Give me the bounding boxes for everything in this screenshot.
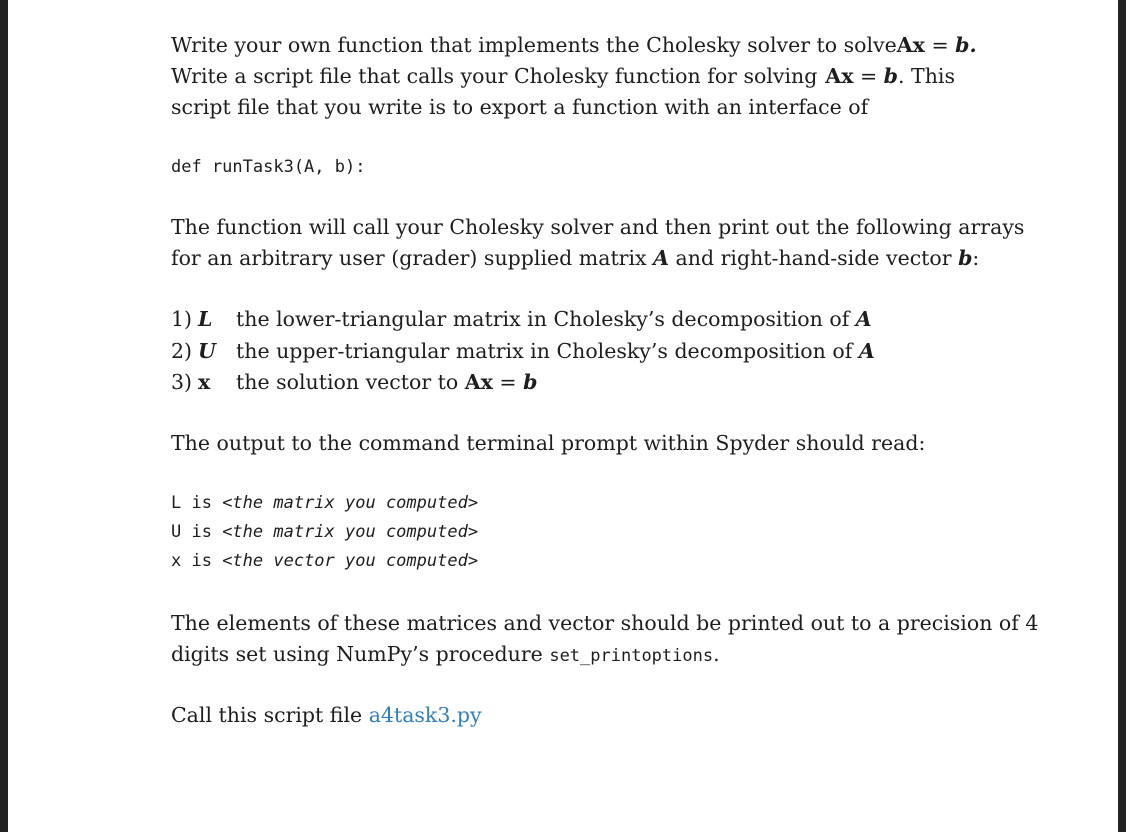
list-item: 2) U the upper-triangular matrix in Cholesky’s decomposition of A	[171, 339, 875, 363]
code-signature: def runTask3(A, b):	[171, 157, 366, 177]
list-item: 1) L the lower-triangular matrix in Cholesky’s decomposition of A	[171, 307, 872, 331]
output-line: U is <the matrix you computed>	[171, 522, 479, 542]
matrix-a-symbol: A	[653, 246, 670, 270]
para1-line3: script file that you write is to export a function with an interface of	[171, 95, 869, 119]
list-symbol: L	[198, 307, 213, 331]
list-symbol: x	[198, 370, 211, 394]
para1-line2-text: Write a script file that calls your Cholesky function for solving	[171, 64, 818, 88]
para1-line1-text: Write your own function that implements the Cholesky solver to solve	[171, 33, 897, 57]
output-line: L is <the matrix you computed>	[171, 493, 479, 513]
equation-ax-b: Ax = b.	[896, 33, 977, 57]
list-item: 3) x the solution vector to Ax = b	[171, 370, 538, 394]
para2-line1: The function will call your Cholesky solver and then print out the following arrays	[171, 215, 1025, 239]
para5: Call this script file a4task3.py	[171, 703, 482, 727]
output-line: x is <the vector you computed>	[171, 551, 479, 571]
para4-line2: digits set using NumPy’s procedure set_printoptions.	[171, 642, 720, 666]
document-page	[8, 0, 1118, 832]
para2-line2: for an arbitrary user (grader) supplied matrix A and right-hand-side vector b:	[171, 246, 980, 270]
vector-b-symbol: b	[958, 246, 973, 270]
script-file-link[interactable]: a4task3.py	[368, 703, 482, 727]
para3: The output to the command terminal prompt within Spyder should read:	[171, 431, 926, 455]
code-set-printoptions: set_printoptions	[549, 646, 714, 666]
para1-line1	[171, 33, 977, 57]
equation-ax-b: Ax = b. This	[825, 64, 955, 88]
list-symbol: U	[198, 339, 216, 363]
para4-line1: The elements of these matrices and vector should be printed out to a precision of 4	[171, 611, 1039, 635]
para1-line2	[171, 64, 955, 88]
